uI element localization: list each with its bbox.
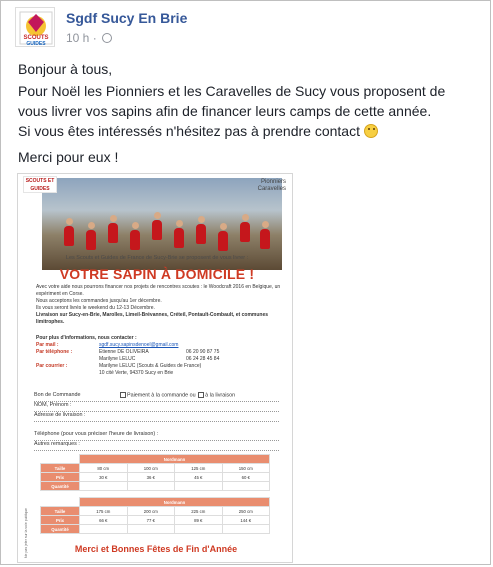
scout-figure <box>218 231 228 251</box>
table-cell: 175 cm <box>80 507 128 516</box>
page-name-link[interactable]: Sgdf Sucy En Brie <box>66 10 188 26</box>
row-label: Taille <box>41 464 80 473</box>
row-label: Quantité <box>41 482 80 491</box>
table-cell: 80 cm <box>80 464 128 473</box>
flyer-footer: Merci et Bonnes Fêtes de Fin d'Année <box>74 544 238 554</box>
contact-phone: 06 20 90 87 75 <box>186 349 220 355</box>
post-timestamp[interactable]: 10 h <box>66 31 90 45</box>
post-header <box>15 7 480 47</box>
table-cell: 60 € <box>222 473 270 482</box>
contact-row <box>36 349 281 356</box>
order-form-title: Bon de Commande <box>34 392 81 398</box>
contact-label: Par téléphone : <box>36 349 73 355</box>
order-form <box>34 392 279 451</box>
contact-value: Etienne DE OLIVEIRA <box>99 349 149 355</box>
table-cell: 45 € <box>175 473 223 482</box>
table-cell: 125 cm <box>175 464 223 473</box>
table-cell: 200 cm <box>127 507 175 516</box>
scout-head <box>262 221 269 228</box>
table-cell: 77 € <box>127 516 175 525</box>
payment-at-order-label: Paiement à la commande ou <box>127 392 196 399</box>
contact-label: Par mail : <box>36 342 59 348</box>
flyer-title: VOTRE SAPIN À DOMICILE ! <box>59 266 255 282</box>
contact-row <box>36 370 281 377</box>
contact-row <box>36 363 281 370</box>
table-cell: 100 cm <box>127 464 175 473</box>
scout-head <box>132 222 139 229</box>
table-cell <box>127 525 175 534</box>
post-message <box>18 59 478 173</box>
globe-icon <box>102 33 112 43</box>
flyer-side-note: Ne pas jeter sur la voie publique <box>24 507 28 558</box>
table-cell <box>127 482 175 491</box>
table-cell: 89 € <box>175 516 223 525</box>
flyer-scouts-logo: SCOUTS ET GUIDES <box>23 176 57 193</box>
scout-head <box>242 214 249 221</box>
message-line-2: Pour Noël les Pionniers et les Caravelles de Sucy vous proposent de vous livrer vos sapins afin de financer leurs camps de cette année. <box>18 83 446 119</box>
flyer-image[interactable] <box>17 173 293 563</box>
scout-figure <box>174 228 184 248</box>
row-label: Quantité <box>41 525 80 534</box>
scout-figure <box>86 230 96 250</box>
detail-line: Nous acceptons les commandes jusqu'au 1er décembre. <box>36 298 162 304</box>
message-line-4: Merci pour eux ! <box>18 149 119 165</box>
svg-text:SCOUTS: SCOUTS <box>23 35 49 41</box>
scouts-guides-logo-icon <box>16 8 55 47</box>
table-cell: 150 cm <box>222 464 270 473</box>
row-label: Taille <box>41 507 80 516</box>
detail-line: Livraison sur Sucy-en-Brie, Marolles, Limeil-Brévannes, Créteil, Pontault-Combault, et communes limitrophes. <box>36 312 268 325</box>
message-line-1: Bonjour à tous, <box>18 61 113 77</box>
table-cell <box>80 525 128 534</box>
variety-header: Nordmann <box>80 498 270 507</box>
order-field: NOM, Prénom : <box>34 402 279 412</box>
scout-figure <box>108 223 118 243</box>
price-table <box>40 454 270 534</box>
scout-figure <box>196 224 206 244</box>
page-avatar[interactable] <box>15 7 55 47</box>
detail-line: Ils vous seront livrés le weekend du 12-13 Décembre. <box>36 305 155 311</box>
flyer-intro: Les Scouts et Guides de France de Sucy-Brie se proposent de vous livrer : <box>65 255 249 261</box>
table-cell: 30 € <box>80 473 128 482</box>
scout-figure <box>240 222 250 242</box>
table-cell: 250 cm <box>222 507 270 516</box>
checkbox-icon <box>120 392 126 398</box>
payment-at-delivery-label: à la livraison <box>205 392 236 399</box>
scout-head <box>176 220 183 227</box>
order-field: Adresse de livraison : <box>34 412 279 422</box>
scout-head <box>220 223 227 230</box>
scout-head <box>88 222 95 229</box>
scout-figure <box>64 226 74 246</box>
contact-row <box>36 356 281 363</box>
contact-value: Marilyne LELUC <box>99 356 136 362</box>
message-line-3-text: Si vous êtes intéressés n'hésitez pas à prendre contact <box>18 123 360 139</box>
table-cell <box>80 482 128 491</box>
table-cell <box>222 482 270 491</box>
scout-figure <box>260 229 270 249</box>
detail-line: Avec votre aide nous pourrons financer nos projets de rencontres scoutes : le Woodcraft 2016 en Belgique, un expériment en Corse. <box>36 284 281 297</box>
table-cell: 66 € <box>80 516 128 525</box>
order-field: Autres remarques : <box>34 441 279 451</box>
scout-head <box>154 212 161 219</box>
table-cell <box>222 525 270 534</box>
table-cell: 144 € <box>222 516 270 525</box>
message-line-3 <box>18 121 478 141</box>
svg-text:GUIDES: GUIDES <box>26 41 46 47</box>
scout-head <box>110 215 117 222</box>
table-cell <box>175 525 223 534</box>
scout-head <box>66 218 73 225</box>
flyer-contact <box>36 335 281 377</box>
contact-value: 10 cité Verte, 94370 Sucy en Brie <box>99 370 174 376</box>
row-label: Prix <box>41 516 80 525</box>
variety-header: Nordmann <box>80 455 270 464</box>
order-field: Téléphone (pour vous préciser l'heure de livraison) : <box>34 431 279 441</box>
table-cell: 36 € <box>127 473 175 482</box>
contact-heading: Pour plus d'informations, nous contacter : <box>36 335 137 341</box>
scout-figure <box>152 220 162 240</box>
table-cell <box>175 482 223 491</box>
contact-value: sgdf.sucy.sapinsdenoel@gmail.com <box>99 342 179 348</box>
flyer-pionniers-logo: Pionniers Caravelles <box>257 179 286 192</box>
post-meta <box>66 31 112 45</box>
row-label: Prix <box>41 473 80 482</box>
contact-phone: 06 24 28 45 84 <box>186 356 220 362</box>
contact-label: Par courrier : <box>36 363 68 369</box>
contact-row <box>36 342 281 349</box>
meta-separator: · <box>92 31 97 45</box>
table-cell: 225 cm <box>175 507 223 516</box>
checkbox-icon <box>198 392 204 398</box>
payment-options <box>119 392 235 398</box>
scout-head <box>198 216 205 223</box>
flyer-details <box>36 284 281 326</box>
smile-emoji-icon <box>364 124 378 138</box>
scout-figure <box>130 230 140 250</box>
order-form-header <box>34 392 279 402</box>
contact-value: Marilyne LELUC (Scouts & Guides de France) <box>99 363 202 369</box>
